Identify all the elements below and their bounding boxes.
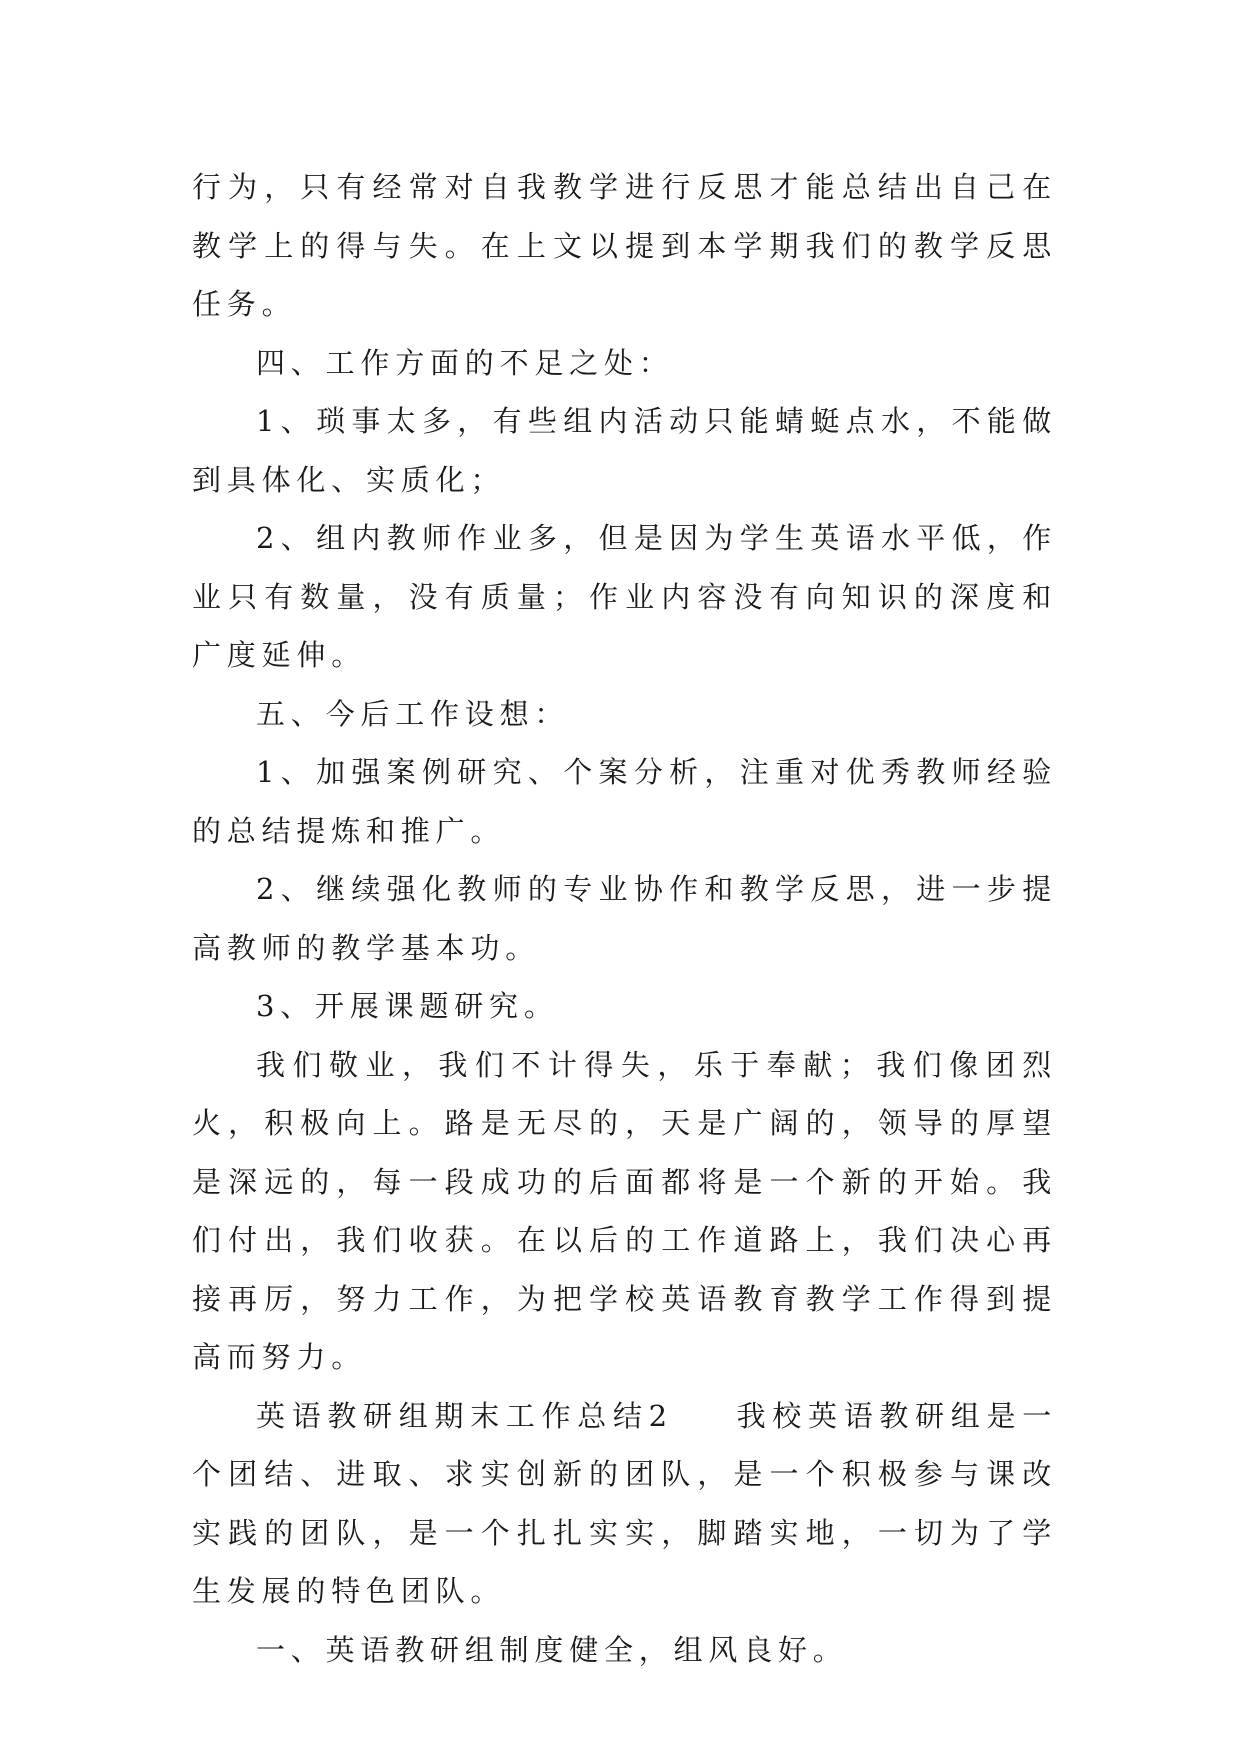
paragraph-plan-1: 1、加强案例研究、个案分析，注重对优秀教师经验的总结提炼和推广。 xyxy=(192,755,1057,848)
paragraph-shortcoming-2: 2、组内教师作业多，但是因为学生英语水平低，作业只有数量，没有质量；作业内容没有向知识的深度和广度延伸。 xyxy=(192,521,1057,672)
heading-shortcomings: 四、工作方面的不足之处： xyxy=(256,345,674,380)
heading-section-1: 一、英语教研组制度健全，组风良好。 xyxy=(256,1632,848,1667)
paragraph-plan-3: 3、开展课题研究。 xyxy=(256,989,559,1023)
paragraph-plan-2: 2、继续强化教师的专业协作和教学反思，进一步提高教师的教学基本功。 xyxy=(192,872,1057,965)
paragraph-summary-2-intro: 英语教研组期末工作总结2 我校英语教研组是一个团结、进取、求实创新的团队，是一个积极参与课改实践的团队，是一个扎扎实实，脚踏实地，一切为了学生发展的特色团队。 xyxy=(192,1398,1057,1608)
document-body xyxy=(192,158,1057,1679)
paragraph-conclusion: 我们敬业，我们不计得失，乐于奉献；我们像团烈火，积极向上。路是无尽的，天是广阔的，领导的厚望是深远的，每一段成功的后面都将是一个新的开始。我们付出，我们收获。在以后的工作道路上，我们决心再接再厉，努力工作，为把学校英语教育教学工作得到提高而努力。 xyxy=(192,1047,1057,1374)
heading-future-plans: 五、今后工作设想： xyxy=(256,696,570,731)
paragraph-shortcoming-1: 1、琐事太多，有些组内活动只能蜻蜓点水，不能做到具体化、实质化； xyxy=(192,404,1057,497)
paragraph-reflection-end: 行为，只有经常对自我教学进行反思才能总结出自己在教学上的得与失。在上文以提到本学期我们的教学反思任务。 xyxy=(192,170,1057,321)
